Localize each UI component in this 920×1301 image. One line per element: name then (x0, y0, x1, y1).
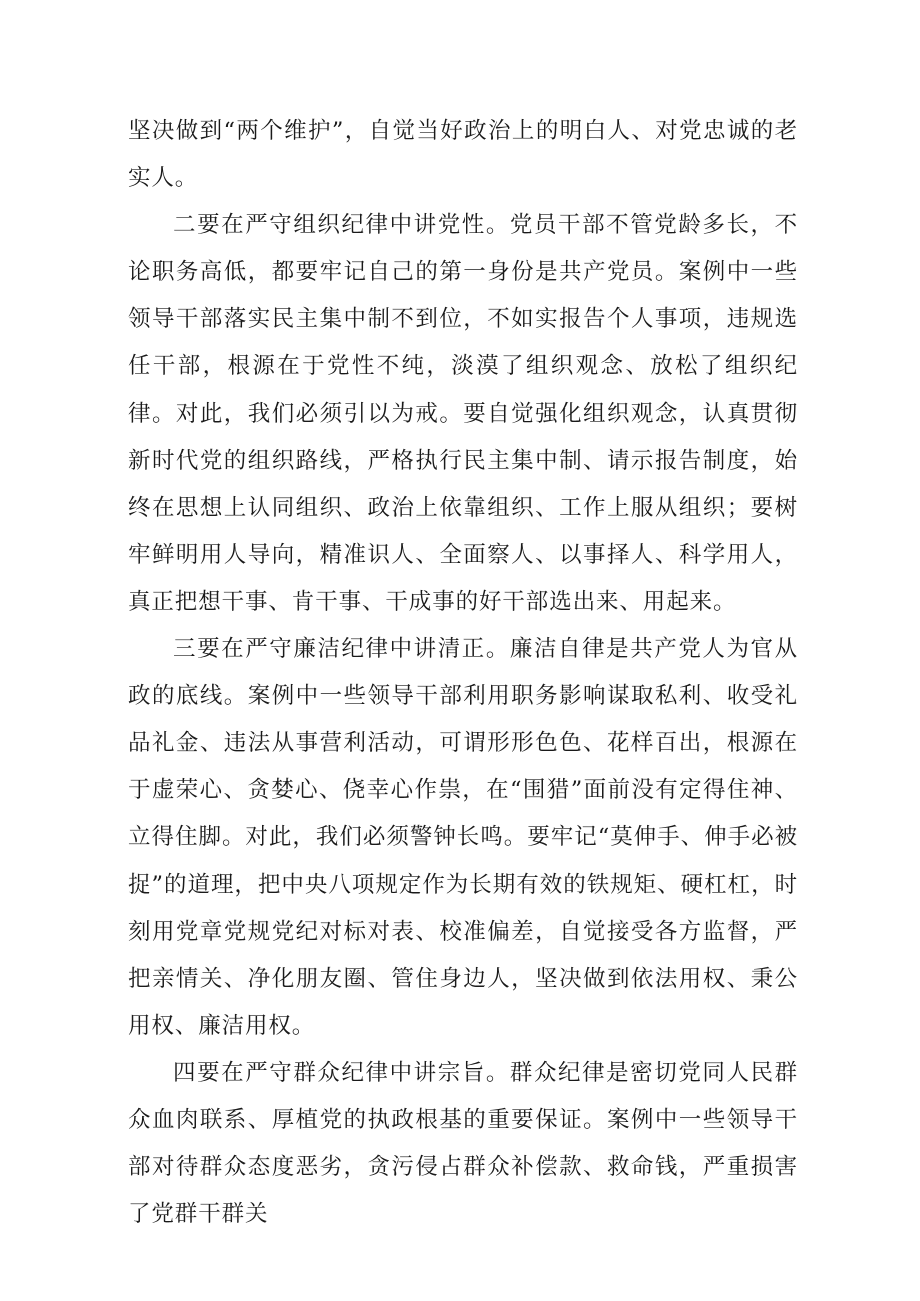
paragraph-continuation: 坚决做到“两个维护”，自觉当好政治上的明白人、对党忠诚的老实人。 (128, 118, 798, 192)
document-body (128, 108, 798, 1238)
paragraph-integrity-discipline: 三要在严守廉洁纪律中讲清正。廉洁自律是共产党人为官从政的底线。案例中一些领导干部利用职务影响谋取私利、收受礼品礼金、违法从事营利活动，可谓形形色色、花样百出，根源在于虚荣心、贪婪心、侥幸心作祟，在“围猎”面前没有定得住神、立得住脚。对此，我们必须警钟长鸣。要牢记“莫伸手、伸手必被捉”的道理，把中央八项规定作为长期有效的铁规矩、硬杠杠，时刻用党章党规党纪对标对表、校准偏差，自觉接受各方监督，严把亲情关、净化朋友圈、管住身边人，坚决做到依法用权、秉公用权、廉洁用权。 (128, 636, 798, 1039)
paragraph-mass-discipline: 四要在严守群众纪律中讲宗旨。群众纪律是密切党同人民群众血肉联系、厚植党的执政根基的重要保证。案例中一些领导干部对待群众态度恶劣，贪污侵占群众补偿款、救命钱，严重损害了党群干群关 (128, 1059, 798, 1228)
paragraph-organizational-discipline: 二要在严守组织纪律中讲党性。党员干部不管党龄多长，不论职务高低，都要牢记自己的第一身份是共产党员。案例中一些领导干部落实民主集中制不到位，不如实报告个人事项，违规选任干部，根源在于党性不纯，淡漠了组织观念、放松了组织纪律。对此，我们必须引以为戒。要自觉强化组织观念，认真贯彻新时代党的组织路线，严格执行民主集中制、请示报告制度，始终在思想上认同组织、政治上依靠组织、工作上服从组织；要树牢鲜明用人导向，精准识人、全面察人、以事择人、科学用人，真正把想干事、肯干事、干成事的好干部选出来、用起来。 (128, 212, 798, 615)
